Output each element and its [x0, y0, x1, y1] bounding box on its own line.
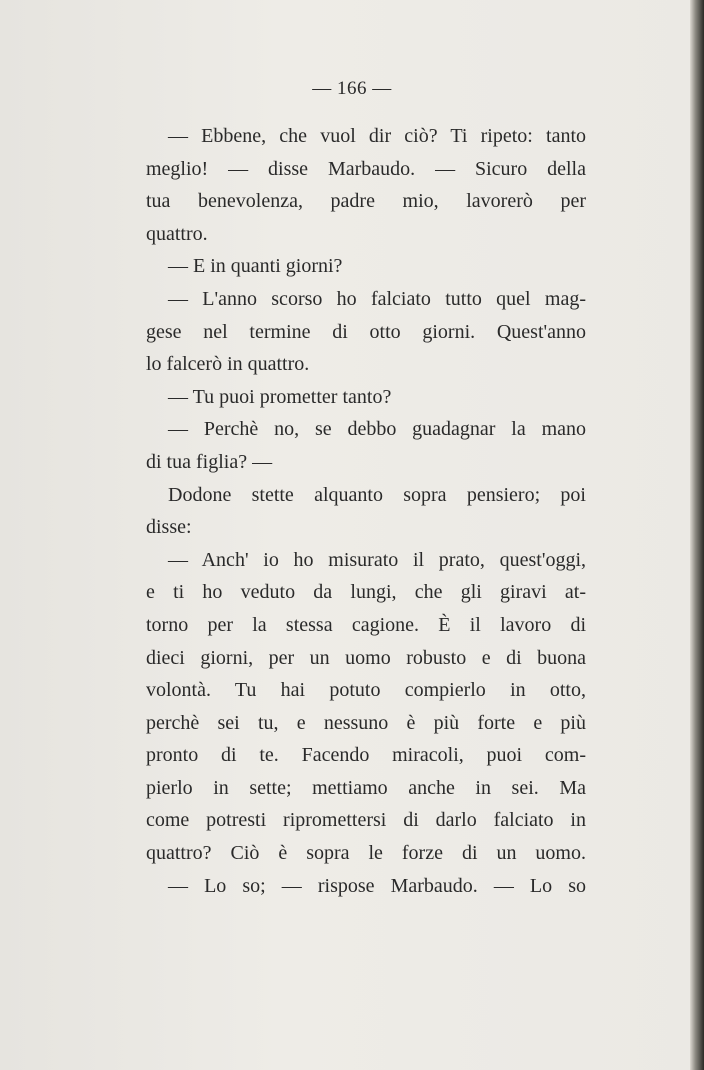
text-line: pronto di te. Facendo miracoli, puoi com-	[146, 744, 586, 767]
text-line: torno per la stessa cagione. È il lavoro di	[146, 613, 586, 636]
text-line: perchè sei tu, e nessuno è più forte e più	[146, 711, 586, 734]
text-line: pierlo in sette; mettiamo anche in sei. Ma	[146, 776, 586, 799]
text-line: quattro.	[146, 222, 208, 245]
text-line: lo falcerò in quattro.	[146, 353, 310, 376]
text-line: — Tu puoi prometter tanto?	[168, 385, 392, 408]
page-number-header: — 166 —	[312, 78, 392, 99]
text-line: tua benevolenza, padre mio, lavorerò per	[146, 190, 586, 213]
page-body-text	[146, 120, 586, 902]
text-line: — Anch' io ho misurato il prato, quest'oggi,	[168, 548, 586, 571]
text-line: gese nel termine di otto giorni. Quest'anno	[146, 320, 586, 343]
text-line: meglio! — disse Marbaudo. — Sicuro della	[146, 157, 586, 180]
text-line: — Perchè no, se debbo guadagnar la mano	[168, 418, 586, 441]
text-line: — E in quanti giorni?	[168, 255, 343, 278]
book-spine-edge	[690, 0, 704, 1070]
text-line: — Lo so; — rispose Marbaudo. — Lo so	[168, 874, 586, 897]
text-line: — Ebbene, che vuol dir ciò? Ti ripeto: tanto	[168, 125, 586, 147]
text-line: volontà. Tu hai potuto compierlo in otto,	[146, 679, 586, 702]
text-line: — L'anno scorso ho falciato tutto quel mag-	[168, 287, 586, 310]
text-line: e ti ho veduto da lungi, che gli giravi at-	[146, 581, 586, 604]
text-line: quattro? Ciò è sopra le forze di un uomo.	[146, 842, 586, 865]
text-line: dieci giorni, per un uomo robusto e di buona	[146, 646, 586, 669]
text-line: Dodone stette alquanto sopra pensiero; poi	[168, 483, 586, 506]
text-line: come potresti ripromettersi di darlo falciato in	[146, 809, 586, 832]
text-line: disse:	[146, 516, 192, 539]
text-line: di tua figlia? —	[146, 450, 273, 473]
